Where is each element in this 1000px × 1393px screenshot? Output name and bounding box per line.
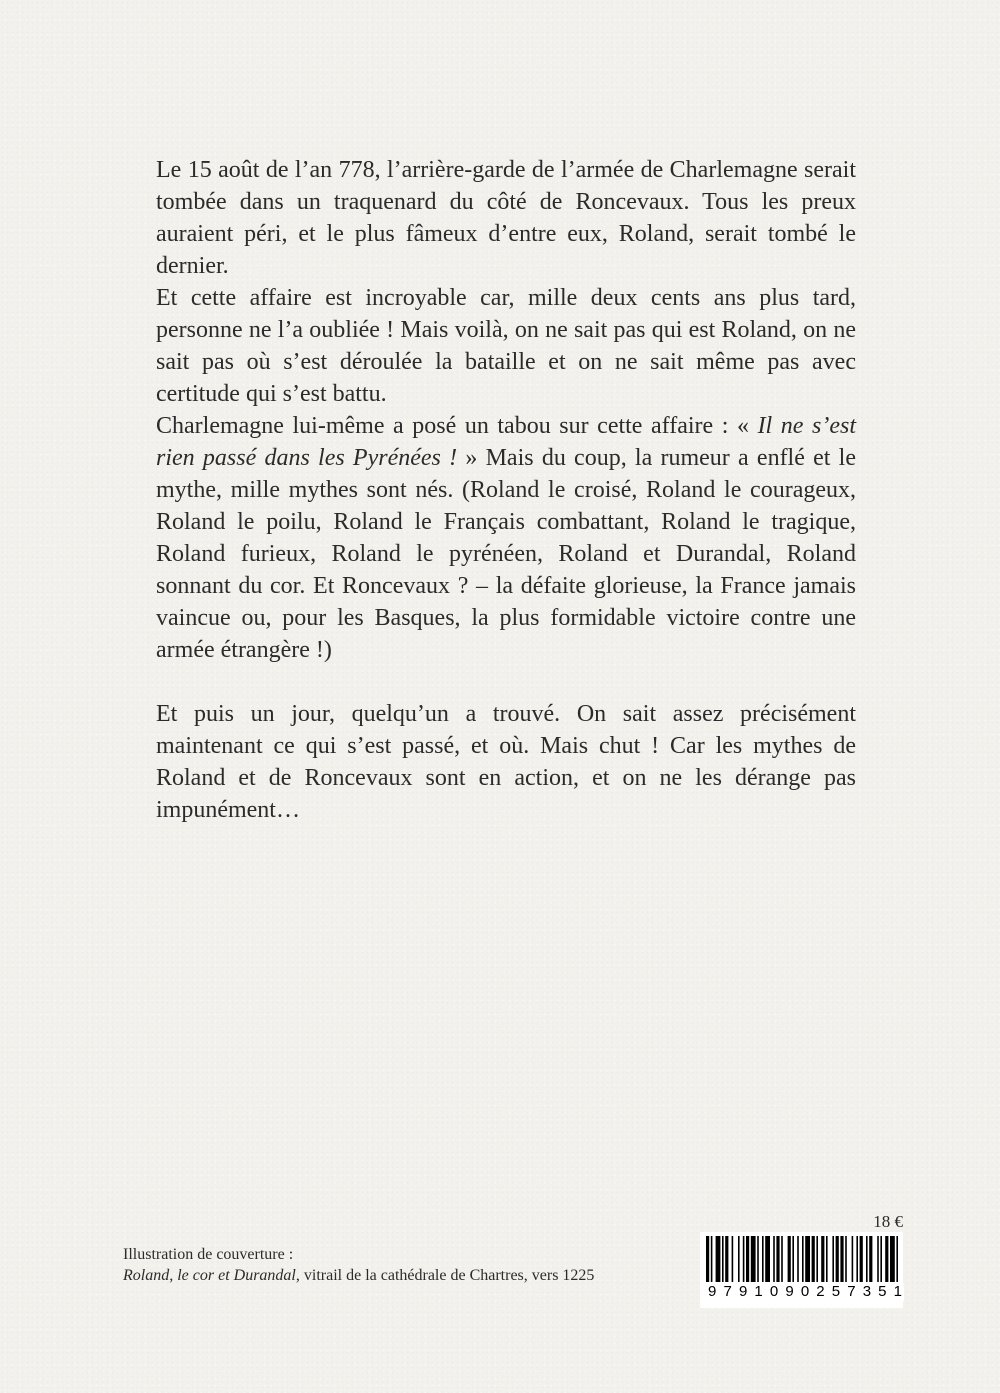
- paragraph-2-before: Charlemagne lui-même a posé un tabou sur cette affaire : «: [156, 413, 758, 439]
- paragraph-1b: Et cette affaire est incroyable car, mille deux cents ans plus tard, personne ne l’a oubliée ! Mais voilà, on ne sait pas qui est Roland, on ne sait pas où s’est déroulée la bataille et on ne sait même pas avec certitude qui s’est battu.: [156, 285, 856, 407]
- credit-label: Illustration de couverture :: [123, 1246, 294, 1263]
- barcode-digit: 5: [831, 1283, 841, 1300]
- barcode-bar: [836, 1236, 839, 1282]
- barcode-bar: [885, 1236, 888, 1282]
- quote: Il ne s’est rien passé dans les Pyrénées !: [156, 413, 856, 471]
- barcode-bar: [805, 1236, 810, 1282]
- paragraph-2-after: » Mais du coup, la rumeur a enflé et le mythe, mille mythes sont nés. (Roland le croisé, Roland le courageux, Roland le poilu, Roland le Français combattant, Roland le tragique, Roland furieux, Roland le pyrénéen, Roland et Durandal, Roland sonnant du cor. Et Roncevaux ? – la défaite glorieuse, la France jamais vaincue ou, pour les Basques, la plus formidable victoire contre une armée étrangère !): [156, 445, 856, 663]
- barcode-digit: 2: [816, 1283, 825, 1300]
- barcode-bar: [725, 1236, 728, 1282]
- barcode-bar: [762, 1236, 764, 1282]
- barcode-digit: 5: [878, 1283, 887, 1300]
- barcode-bar: [832, 1236, 834, 1282]
- barcode-bar: [732, 1236, 734, 1282]
- paragraph-1a: Le 15 août de l’an 778, l’arrière-garde de l’armée de Charlemagne serait tombée dans un traquenard du côté de Roncevaux. Tous les preux auraient péri, et le plus fâmeux d’entre eux, Roland, serait tombé le dernier.: [156, 157, 856, 279]
- barcode-bar: [812, 1236, 815, 1282]
- barcode-bar: [797, 1236, 799, 1282]
- barcode-bar: [792, 1236, 794, 1282]
- barcode-digits: [706, 1283, 904, 1301]
- barcode-digit: 0: [800, 1283, 810, 1300]
- barcode-bar: [852, 1236, 854, 1282]
- barcode-bar: [821, 1236, 824, 1282]
- barcode-bar: [845, 1236, 847, 1282]
- paragraph-3: Et puis un jour, quelqu’un a trouvé. On sait assez précisément maintenant ce qui s’est passé, et où. Mais chut ! Car les mythes de Roland et de Roncevaux sont en action, et on ne les dérange pas impunément…: [156, 701, 856, 823]
- paragraph-2: [156, 410, 856, 666]
- barcode-bar: [840, 1236, 843, 1282]
- barcode-bar: [711, 1236, 713, 1282]
- barcode-digit: 0: [769, 1283, 779, 1300]
- barcode-bar: [788, 1236, 791, 1282]
- blurb-text: [156, 154, 856, 826]
- barcode-digit: 7: [723, 1283, 732, 1300]
- barcode-bar: [738, 1236, 740, 1282]
- barcode-bar: [746, 1236, 749, 1282]
- price-label: 18 €: [873, 1212, 903, 1231]
- barcode-digit: 7: [847, 1283, 856, 1300]
- barcode-bar: [751, 1236, 756, 1282]
- barcode-bar: [743, 1236, 745, 1282]
- barcode-bar: [877, 1236, 879, 1282]
- credit-rest: , vitrail de la cathédrale de Chartres, vers 1225: [295, 1267, 595, 1284]
- credit-title: Roland, le cor et Durandal: [123, 1267, 296, 1284]
- barcode-digit: 3: [862, 1283, 872, 1300]
- credit-line: [123, 1265, 594, 1286]
- barcode-bar: [722, 1236, 724, 1282]
- barcode-bar: [826, 1236, 828, 1282]
- barcode-digit: 9: [738, 1283, 748, 1300]
- barcode-digit: 1: [754, 1283, 763, 1300]
- barcode-bar: [706, 1236, 709, 1282]
- illustration-credit: [123, 1244, 594, 1286]
- barcode-bar: [716, 1236, 721, 1282]
- barcode-bar: [773, 1236, 775, 1282]
- barcode-bar: [890, 1236, 895, 1282]
- barcode-bar: [866, 1236, 868, 1282]
- barcode-bar: [765, 1236, 770, 1282]
- barcode-bar: [757, 1236, 759, 1282]
- barcode-bar: [776, 1236, 779, 1282]
- barcode-bar: [860, 1236, 863, 1282]
- barcode-digit: 9: [785, 1283, 794, 1300]
- barcode-bar: [816, 1236, 818, 1282]
- barcode-bar: [896, 1236, 898, 1282]
- barcode-digit: 9: [708, 1283, 717, 1300]
- barcode-digit: 1: [893, 1283, 902, 1300]
- barcode-bar: [880, 1236, 882, 1282]
- barcode-bar: [856, 1236, 858, 1282]
- barcode-bar: [802, 1236, 804, 1282]
- barcode-bar: [869, 1236, 872, 1282]
- barcode-bar: [781, 1236, 783, 1282]
